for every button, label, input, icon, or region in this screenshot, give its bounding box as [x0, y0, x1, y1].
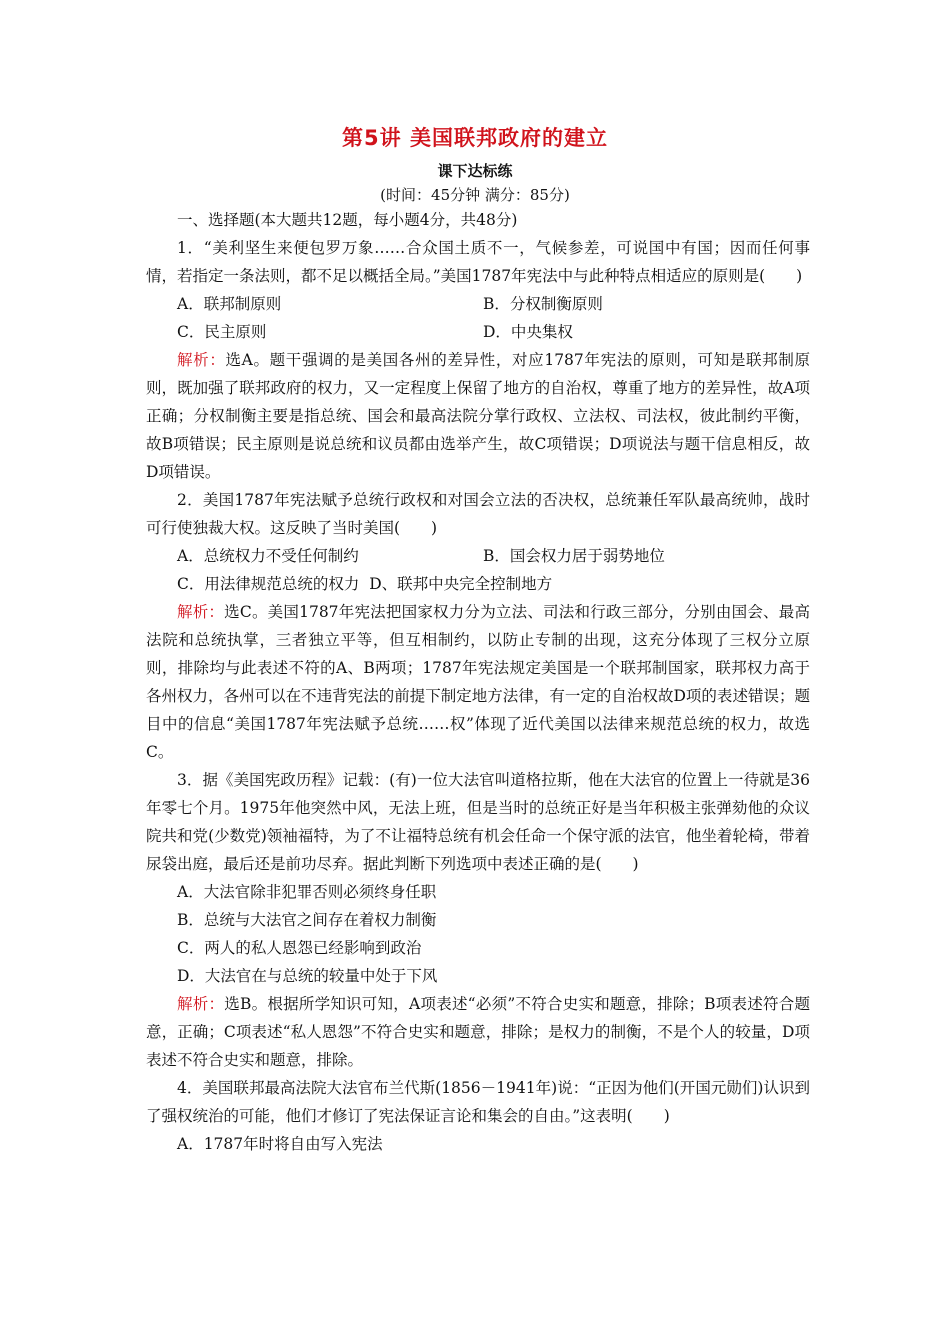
analysis-label: 解析：: [177, 351, 226, 369]
q3-option-c: C．两人的私人恩怨已经影响到政治: [177, 939, 422, 957]
analysis-text: 选B。根据所学知识可知，A项表述“必须”不符合史实和题意，排除；B项表述符合题意，正确；C项表述“私人恩怨”不符合史实和题意，排除；是权力的制衡，不是个人的较量，D项表述不符合史实和题意，排除。: [146, 995, 810, 1069]
question-1-options-row-1: [146, 290, 810, 318]
time-info: (时间：45分钟 满分：85分): [380, 186, 570, 204]
question-3-stem: 3．据《美国宪政历程》记载：(有)一位大法官叫道格拉斯，他在大法官的位置上一待就是36年零七个月。1975年他突然中风，无法上班，但是当时的总统正好是当年积极主张弹劾他的众议院共和党(少数党)领袖福特，为了不让福特总统有机会任命一个保守派的法官，他坐着轮椅，带着尿袋出庭，最后还是前功尽弃。据此判断下列选项中表述正确的是( ): [146, 771, 810, 873]
q1-option-c: C．民主原则: [177, 323, 267, 341]
content: [146, 206, 810, 1158]
q3-option-a: A．大法官除非犯罪否则必须终身任职: [177, 883, 437, 901]
question-1-analysis: [146, 346, 810, 486]
page-subtitle: 课下达标练: [437, 162, 513, 180]
question-3-analysis: [146, 990, 810, 1074]
q2-option-d: D、联邦中央完全控制地方: [369, 575, 553, 593]
section-heading: 一、选择题(本大题共12题，每小题4分，共48分): [177, 211, 518, 229]
q2-option-a: A．总统权力不受任何制约: [177, 547, 359, 565]
question-1-stem: 1．“美利坚生来便包罗万象……合众国土质不一，气候参差，可说国中有国；因而任何事情，若指定一条法则，都不足以概括全局。”美国1787年宪法中与此种特点相适应的原则是( ): [146, 239, 810, 285]
question-2-analysis: [146, 598, 810, 766]
q2-option-c: C．用法律规范总统的权力: [177, 575, 360, 593]
question-1-options-row-2: [146, 318, 810, 346]
analysis-label: 解析：: [177, 603, 225, 621]
analysis-text: 选C。美国1787年宪法把国家权力分为立法、司法和行政三部分，分别由国会、最高法院和总统执掌，三者独立平等，但互相制约，以防止专制的出现，这充分体现了三权分立原则，排除均与此表述不符的A、B两项；1787年宪法规定美国是一个联邦制国家，联邦权力高于各州权力，各州可以在不违背宪法的前提下制定地方法律，有一定的自治权故D项的表述错误；题目中的信息“美国1787年宪法赋予总统……权”体现了近代美国以法律来规范总统的权力，故选C。: [146, 603, 810, 761]
q1-option-a: A．联邦制原则: [177, 295, 282, 313]
q1-option-d: D．中央集权: [483, 323, 573, 341]
question-2-stem: 2．美国1787年宪法赋予总统行政权和对国会立法的否决权，总统兼任军队最高统帅，战时可行使独裁大权。这反映了当时美国( ): [146, 491, 810, 537]
analysis-text: 选A。题干强调的是美国各州的差异性，对应1787年宪法的原则，可知是联邦制原则，既加强了联邦政府的权力，又一定程度上保留了地方的自治权，尊重了地方的差异性，故A项正确；分权制衡主要是指总统、国会和最高法院分掌行政权、立法权、司法权，彼此制约平衡，故B项错误；民主原则是说总统和议员都由选举产生，故C项错误；D项说法与题干信息相反，故D项错误。: [146, 351, 810, 481]
question-4-stem: 4．美国联邦最高法院大法官布兰代斯(1856－1941年)说：“正因为他们(开国元勋们)认识到了强权统治的可能，他们才修订了宪法保证言论和集会的自由。”这表明( ): [146, 1079, 810, 1125]
q1-option-b: B．分权制衡原则: [483, 295, 603, 313]
q4-option-a: A．1787年时将自由写入宪法: [177, 1135, 383, 1153]
question-2-options-row-2: [146, 570, 810, 598]
analysis-label: 解析：: [177, 995, 225, 1013]
q3-option-b: B．总统与大法官之间存在着权力制衡: [177, 911, 437, 929]
question-2-options-row-1: [146, 542, 810, 570]
q3-option-d: D．大法官在与总统的较量中处于下风: [177, 967, 438, 985]
page-title: 第5讲 美国联邦政府的建立: [342, 126, 608, 150]
q2-option-b: B．国会权力居于弱势地位: [483, 547, 665, 565]
